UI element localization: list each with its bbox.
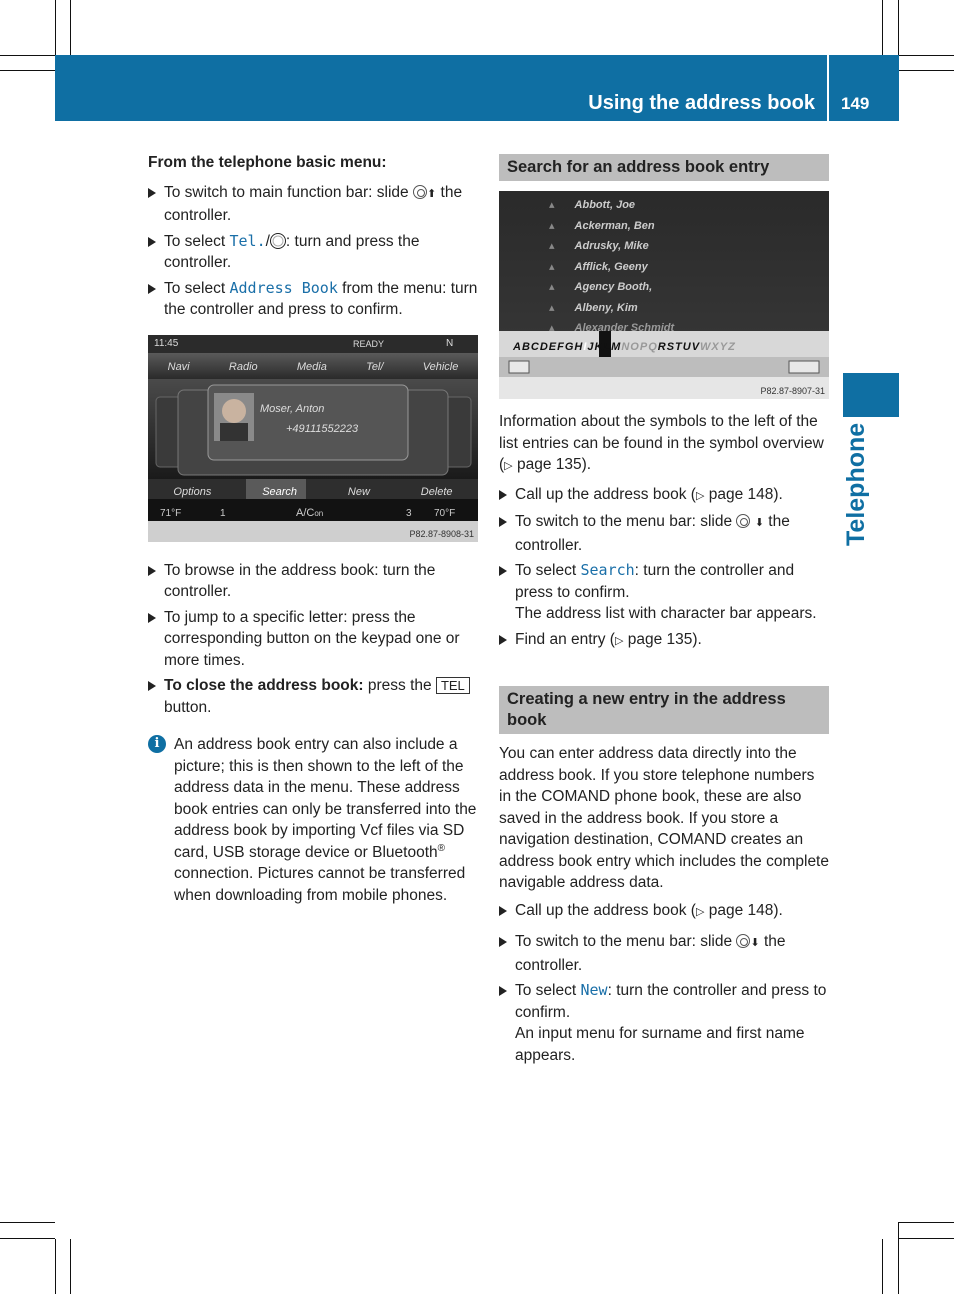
menu-vehicle: Vehicle [422, 360, 459, 373]
menu-tel: Tel/ [366, 360, 384, 373]
contact-number: +49111552223 [286, 422, 359, 435]
bottom-menu-bar [148, 482, 478, 504]
list-item: ▴ Ackerman, Ben [549, 219, 655, 232]
crop-mark [899, 1222, 954, 1223]
left-column [148, 150, 478, 906]
crop-mark [70, 0, 71, 55]
page-number: 149 [841, 94, 870, 113]
page-header [55, 55, 899, 121]
image-caption: P82.87-8907-31 [760, 386, 825, 396]
temp-right: 70°F [434, 507, 456, 519]
menu-delete: Delete [420, 485, 453, 498]
step-result: The address list with character bar appears. [515, 605, 817, 622]
triangle-icon: ▷ [614, 634, 624, 647]
crop-mark [0, 55, 55, 56]
menu-new: New [347, 485, 370, 498]
crop-mark [55, 1239, 56, 1294]
crop-mark [0, 1238, 55, 1239]
chapter-tab [843, 373, 899, 417]
instruction-step: To switch to the menu bar: slide ⬇ the controller. [499, 511, 829, 556]
crop-mark [882, 0, 883, 55]
list-item: ▴ Adrusky, Mike [549, 240, 649, 252]
status-ready: READY [353, 338, 385, 349]
crop-mark [0, 70, 55, 71]
seat-right: 3 [406, 507, 412, 519]
menu-media: Media [296, 360, 327, 373]
menu-item-code: Tel. [229, 231, 266, 250]
tel-key: TEL [436, 677, 470, 694]
menu-radio: Radio [228, 360, 258, 373]
chapter-label-text: Telephone [842, 422, 870, 546]
header-divider [827, 55, 829, 121]
instruction-step: To select Search: turn the controller and press to confirm. The address list with character bar appears. [499, 560, 829, 625]
instruction-step: To select New: turn the controller and press to confirm. An input menu for surname and first name appears. [499, 980, 829, 1066]
instruction-step: To switch to the menu bar: slide ⬇ the controller. [499, 931, 829, 976]
character-bar: ABCDEFGHIJKLMNOPQRSTUVWXYZ [513, 341, 736, 353]
seat-left: 1 [220, 507, 226, 519]
instruction-step: Call up the address book (▷ page 148). [499, 900, 829, 924]
crop-mark [898, 0, 899, 55]
crop-mark [899, 55, 954, 56]
right-column [499, 154, 829, 1070]
instruction-step: To select Tel./ : turn and press the controller. [148, 231, 478, 274]
image-caption: P82.87-8908-31 [409, 528, 474, 539]
info-icon: i [148, 735, 166, 753]
menu-options: Options [173, 485, 212, 498]
triangle-icon: ▷ [504, 460, 513, 472]
list-item: ▴ Agency Booth, [549, 281, 653, 293]
crop-mark [899, 1238, 954, 1239]
clock: 11:45 [154, 337, 179, 349]
globe-icon [270, 233, 286, 249]
menu-navi: Navi [167, 360, 190, 373]
temp-left: 71°F [160, 507, 182, 519]
controller-icon [736, 934, 750, 948]
arrow-up-icon: ⬆ [426, 187, 437, 200]
crop-mark [55, 0, 56, 55]
page-title: Using the address book [588, 92, 815, 114]
menu-search: Search [262, 485, 298, 498]
controller-icon [413, 185, 427, 199]
triangle-icon: ▷ [695, 905, 705, 918]
menu-item-code: Address Book [229, 278, 338, 297]
menu-item-code: New [580, 981, 608, 999]
crop-mark [70, 1239, 71, 1294]
address-list [549, 195, 674, 339]
menu-item-code: Search [580, 561, 635, 579]
section-heading: Search for an address book entry [499, 154, 829, 181]
crop-mark [0, 1222, 55, 1223]
crop-mark [882, 1239, 883, 1294]
ac-status: A/Con [296, 506, 324, 519]
instruction-step: Find an entry (▷ page 135). [499, 629, 829, 653]
info-note [148, 734, 478, 906]
crop-mark [899, 70, 954, 71]
intro-heading: From the telephone basic menu: [148, 154, 387, 171]
section-heading: Creating a new entry in the address book [499, 686, 829, 734]
list-item: ▴ Alexander Schmidt [549, 322, 675, 334]
arrow-down-icon: ⬇ [750, 937, 760, 949]
list-item: ▴ Abbott, Joe [549, 199, 636, 211]
controller-icon [736, 514, 750, 528]
triangle-icon: ▷ [695, 489, 705, 502]
arrow-down-icon: ⬇ [754, 517, 764, 529]
paragraph: Information about the symbols to the left of the list entries can be found in the symbol overview (▷ page 135). [499, 413, 824, 473]
list-item: ▴ Afflick, Geeny [549, 260, 648, 273]
instruction-step: To browse in the address book: turn the controller. [148, 560, 478, 603]
comand-screenshot-address-book [148, 335, 478, 542]
chapter-label [836, 422, 876, 546]
list-item: ▴ Albeny, Kim [549, 301, 638, 314]
n-indicator: N [446, 337, 454, 349]
instruction-step: To select Address Book from the menu: turn the controller and press to confirm. [148, 278, 478, 321]
main-function-bar [148, 357, 478, 379]
instruction-step: To jump to a specific letter: press the corresponding button on the keypad one or more times. [148, 607, 478, 672]
instruction-step: To close the address book: press the TEL button. [148, 675, 478, 718]
contact-name: Moser, Anton [260, 402, 325, 415]
info-text: An address book entry can also include a picture; this is then shown to the left of the address data in the menu. These address book entries can only be transferred into the address book by importing Vcf files via SD card, USB storage device or Bluetooth® connection. Pictures cannot be transferred when downloading from mobile phones. [174, 736, 477, 904]
crop-mark [898, 1222, 899, 1294]
step-result: An input menu for surname and first name appears. [515, 1025, 805, 1064]
paragraph: You can enter address data directly into the address book. If you store telephone numbers in the COMAND phone book, these are also saved in the address book. If you store a navigation destination, COMAND creates an address book entry which includes the complete navigable address data. [499, 745, 829, 891]
instruction-step: Call up the address book (▷ page 148). [499, 484, 829, 508]
comand-screenshot-character-bar [499, 191, 829, 399]
instruction-step: To switch to main function bar: slide ⬆ the controller. [148, 182, 478, 227]
